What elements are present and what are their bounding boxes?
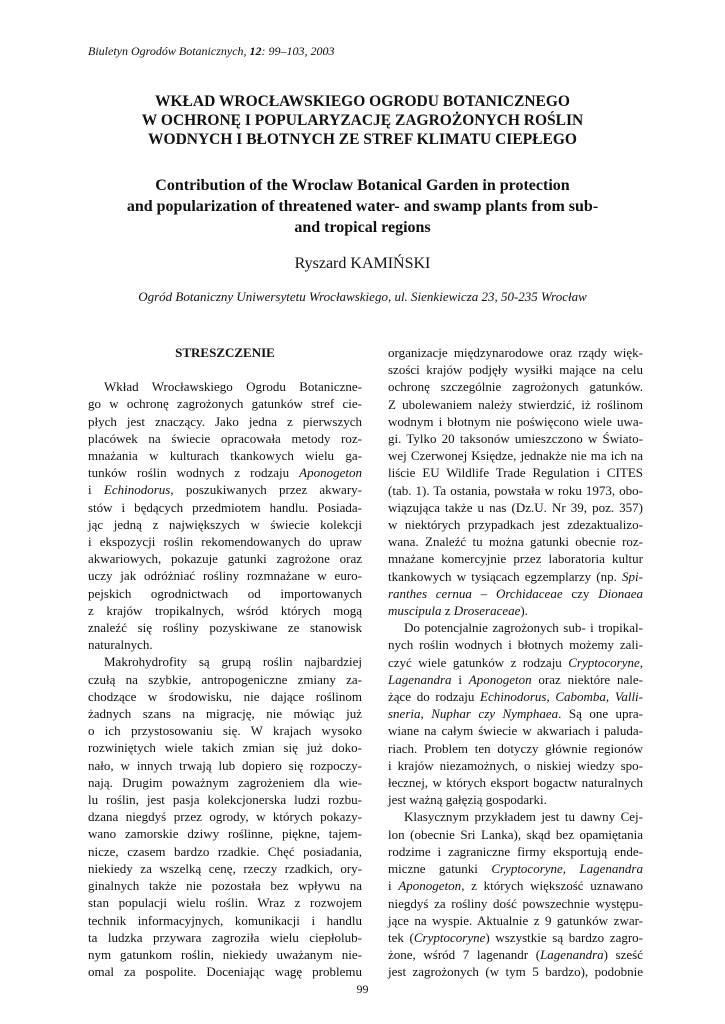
text-line: organizacje międzynarodowe oraz rządy więk- (388, 345, 643, 360)
text-line: wej Czerwonej Księdze, jednakże nie ma ich na (388, 448, 643, 464)
text-line: czułą na szybkie, antropogeniczne zmiany za- (88, 671, 362, 687)
text-line: omal za pospolite. Doceniając wagę problemu (88, 964, 362, 980)
text-line: niekiedy za wszelką cenę, rzeczy rzadkich, ory- (88, 860, 362, 876)
species-name: Spi- (622, 568, 643, 584)
text-run: tkankowych w tysiącach egzemplarzy (np. (388, 568, 623, 584)
genus-name: Cryptocoryne, Lagenandra (491, 861, 643, 877)
page-number: 99 (356, 982, 369, 996)
text-run: ). (520, 603, 528, 619)
text-line: akwariowych, pokazuje gatunki zagrożone oraz (88, 551, 362, 567)
text-line: Klasycznym przykładem jest tu dawny Cej- (404, 809, 643, 825)
text-line: wiązująca także u nas (Dz.U. Nr 39, poz. 357) (388, 499, 643, 515)
text-line: jest ważną gałęzią gospodarki. (388, 792, 547, 808)
text-run: . Są one upra- (558, 706, 643, 722)
text-line: niegdyś za rośliny dość powszechnie występu- (388, 895, 643, 911)
text-run: żone, wśród 7 lagenandr ( (388, 947, 541, 963)
genus-name: Aponogeton (299, 465, 362, 481)
text-line (388, 602, 643, 619)
text-line: nają. Drugim poważnym zagrożeniem dla wie- (88, 774, 362, 790)
genus-name: Aponogeton (398, 878, 462, 894)
title-english-line: and popularization of threatened water- and swamp plants from sub- (126, 198, 599, 215)
text-line: placówek na świecie opracowała metody roz- (88, 430, 362, 446)
text-run: ) wszystkie są bardzo zagro- (485, 929, 643, 945)
text-line: i krajów niezamożnych, o niskiej wiedzy spo- (388, 757, 643, 773)
text-line: łecznej, w których eksport bogactw naturalnych (388, 775, 643, 791)
title-polish-line: WKŁAD WROCŁAWSKIEGO OGRODU BOTANICZNEGO (155, 93, 570, 110)
text-line: żadnych szans na migrację, nie mówiąc już (88, 706, 362, 722)
genus-name: Echinodorus (103, 482, 171, 498)
text-line: mnażane komercyjnie przez laboratoria kultur (388, 551, 643, 567)
text-line (388, 654, 643, 671)
text-line: go w ochronę zagrożonych gatunków stref cie- (88, 396, 362, 412)
text-line: lon (obecnie Sri Lanka), skąd bez opamiętania (388, 826, 643, 842)
text-line: nym gatunkom roślin, niekiedy uważanym nie- (88, 946, 362, 962)
text-line: uczy jak odróżniać rośliny rozmnażane w euro- (88, 568, 362, 584)
title-english (60, 175, 665, 238)
text-line: wana. Znaleźć tu można gatunki obecnie roz- (388, 534, 643, 550)
paragraph (88, 378, 362, 653)
text-line (388, 585, 643, 602)
text-line: gi. Tylko 20 taksonów umieszczono w Świato- (388, 431, 643, 447)
text-line (388, 568, 643, 585)
text-line: ta ludzka przywara zagroziła wielu ciepłolub- (88, 929, 362, 945)
text-line: wiane na całym świecie w akwariach i paluda- (388, 723, 643, 739)
text-line: jest zagrożonych (w tym 5 bardzo), podobnie (388, 964, 643, 980)
genus-name: sneria, Nuphar czy Nymphaea (388, 706, 559, 722)
species-name: muscipula (388, 603, 442, 619)
section-heading: STRESZCZENIE (175, 345, 275, 360)
text-line: liście EU Wildlife Trade Regulation i CITES (388, 465, 643, 481)
text-line: i ekspozycji roślin rekomendowanych do upraw (88, 534, 362, 550)
text-line (388, 877, 643, 894)
left-column (88, 344, 362, 980)
author: Ryszard KAMIŃSKI (294, 255, 431, 272)
paragraph (388, 808, 643, 980)
text-line: chodzące w środowisku, nie dające roślinom (88, 688, 362, 704)
genus-name: Aponogeton (468, 671, 532, 687)
text-line: Do potencjalnie zagrożonych sub- i tropikal- (404, 620, 643, 636)
text-line: stan populacji wielu roślin. Wraz z rozwojem (88, 895, 362, 911)
text-line: rodzime i zagraniczne firmy eksportują ende- (388, 843, 643, 859)
text-line: Wkład Wrocławskiego Ogrodu Botaniczne- (104, 379, 362, 395)
genus-name: Lagenandra (388, 671, 452, 687)
text-run: i (451, 671, 469, 687)
text-line: lu roślin, jest pasja kolekcjonerska ludzi rozbu- (88, 792, 362, 808)
text-line (388, 705, 643, 722)
text-line (388, 688, 643, 705)
journal-pages: : 99–103, 2003 (261, 44, 335, 58)
text-line: Z ubolewaniem należy stwierdzić, iż roślinom (388, 396, 643, 412)
text-line: szości krajów podjęły wysiłki mające na celu (388, 362, 643, 378)
text-line (388, 671, 643, 688)
text-line (388, 946, 643, 963)
title-english-line: and tropical regions (294, 219, 431, 236)
text-run: czyć wiele gatunków z rodzaju (388, 654, 569, 670)
text-line: płych jest znaczący. Jako jedna z pierwszych (88, 413, 362, 429)
paragraph (388, 619, 643, 808)
text-run: żące do rodzaju (388, 689, 481, 705)
text-line: rozwiniętych wiele takich zmian się już doko- (88, 740, 362, 756)
text-line (88, 481, 362, 498)
genus-name: Cryptocoryne, (568, 654, 643, 670)
paragraph (88, 653, 362, 980)
text-line: Makrohydrofity są grupą roślin najbardziej (104, 654, 362, 670)
text-line: ginalnych także nie pozostała bez wpływu na (88, 878, 362, 894)
genus-name: Lagenandra (540, 947, 604, 963)
genus-name: Echinodorus, Cabomba, Valli- (480, 689, 644, 705)
paragraph (388, 344, 643, 619)
text-line: technik informacyjnych, komunikacji i handlu (88, 912, 362, 928)
text-run: miczne gatunki (388, 861, 492, 877)
title-english-line: Contribution of the Wroclaw Botanical Garden in protection (155, 177, 570, 194)
text-line: wano zamorskie dziwy roślinne, piękne, tajem- (88, 826, 362, 842)
text-line: (tab. 1). Ta ostania, powstała w roku 1973, obo- (388, 482, 643, 498)
species-name: ranthes cernua – Orchidaceae (388, 585, 563, 601)
text-run: tunków roślin wodnych z rodzaju (88, 465, 300, 481)
text-line: nych roślin wodnych i błotnych możemy zali- (388, 637, 643, 653)
journal-volume: 12 (249, 44, 262, 58)
journal-citation (88, 44, 335, 59)
text-line: mnażania w kulturach tkankowych wielu ga- (88, 448, 362, 464)
title-polish (60, 92, 665, 149)
affiliation: Ogród Botaniczny Uniwersytetu Wrocławskiego, ul. Sienkiewicza 23, 50-235 Wrocław (138, 289, 587, 304)
text-run: ) sześć (603, 947, 643, 963)
text-line (88, 464, 362, 481)
genus-name: Dionaea (598, 585, 643, 601)
family-name: Droseraceae (453, 603, 521, 619)
title-polish-line: WODNYCH I BŁOTNYCH ZE STREF KLIMATU CIEPŁEGO (148, 131, 577, 148)
text-run: i (88, 482, 104, 498)
text-line: jąc jedną z największych w świecie kolekcji (88, 516, 362, 532)
text-run: , z których większość uznawano (461, 878, 643, 894)
text-line: nało, w innych trwają lub dopiero się rozpoczy- (88, 757, 362, 773)
text-line: wodnym i błotnym nie poświęcono wiele uwa- (388, 413, 643, 429)
text-run: tek ( (388, 929, 414, 945)
text-line: w niektórych przypadkach jest zdezaktualizo- (388, 517, 643, 533)
text-line: nicze, czasem bardzo rzadkie. Chęć posiadania, (88, 843, 362, 859)
text-line (388, 929, 643, 946)
text-line: jące na wyspie. Aktualnie z 9 gatunków zwar- (388, 912, 643, 928)
text-line: naturalnych. (88, 637, 153, 653)
text-line: pejskich ogrodnictwach od importowanych (88, 585, 362, 601)
text-run: czy (562, 585, 599, 601)
text-run: oraz niektóre nale- (531, 671, 643, 687)
journal-name: Biuletyn Ogrodów Botanicznych, (88, 44, 250, 58)
text-run: z (441, 603, 454, 619)
title-polish-line: W OCHRONĘ I POPULARYZACJĘ ZAGROŻONYCH ROŚLIN (141, 112, 584, 129)
text-line: ochronę szczególnie zagrożonych gatunków. (388, 379, 643, 395)
text-line: z krajów tropikalnych, wśród których mogą (88, 602, 362, 618)
text-line: o ich przystosowaniu się. W krajach wysoko (88, 723, 362, 739)
text-line: znaleźć się rośliny pozyskiwane ze stanowisk (88, 620, 362, 636)
right-column (388, 344, 643, 981)
text-run: , poszukiwanych przez akwary- (170, 482, 362, 498)
genus-name: Cryptocoryne (413, 929, 486, 945)
text-line: riach. Problem ten dotyczy głównie regionów (388, 740, 643, 756)
text-line (388, 860, 643, 877)
text-line: stów i będących przedmiotem handlu. Posiada- (88, 499, 362, 515)
text-line: dzana niegdyś przez ogrody, w których pokazy- (88, 809, 362, 825)
text-run: i (388, 878, 399, 894)
